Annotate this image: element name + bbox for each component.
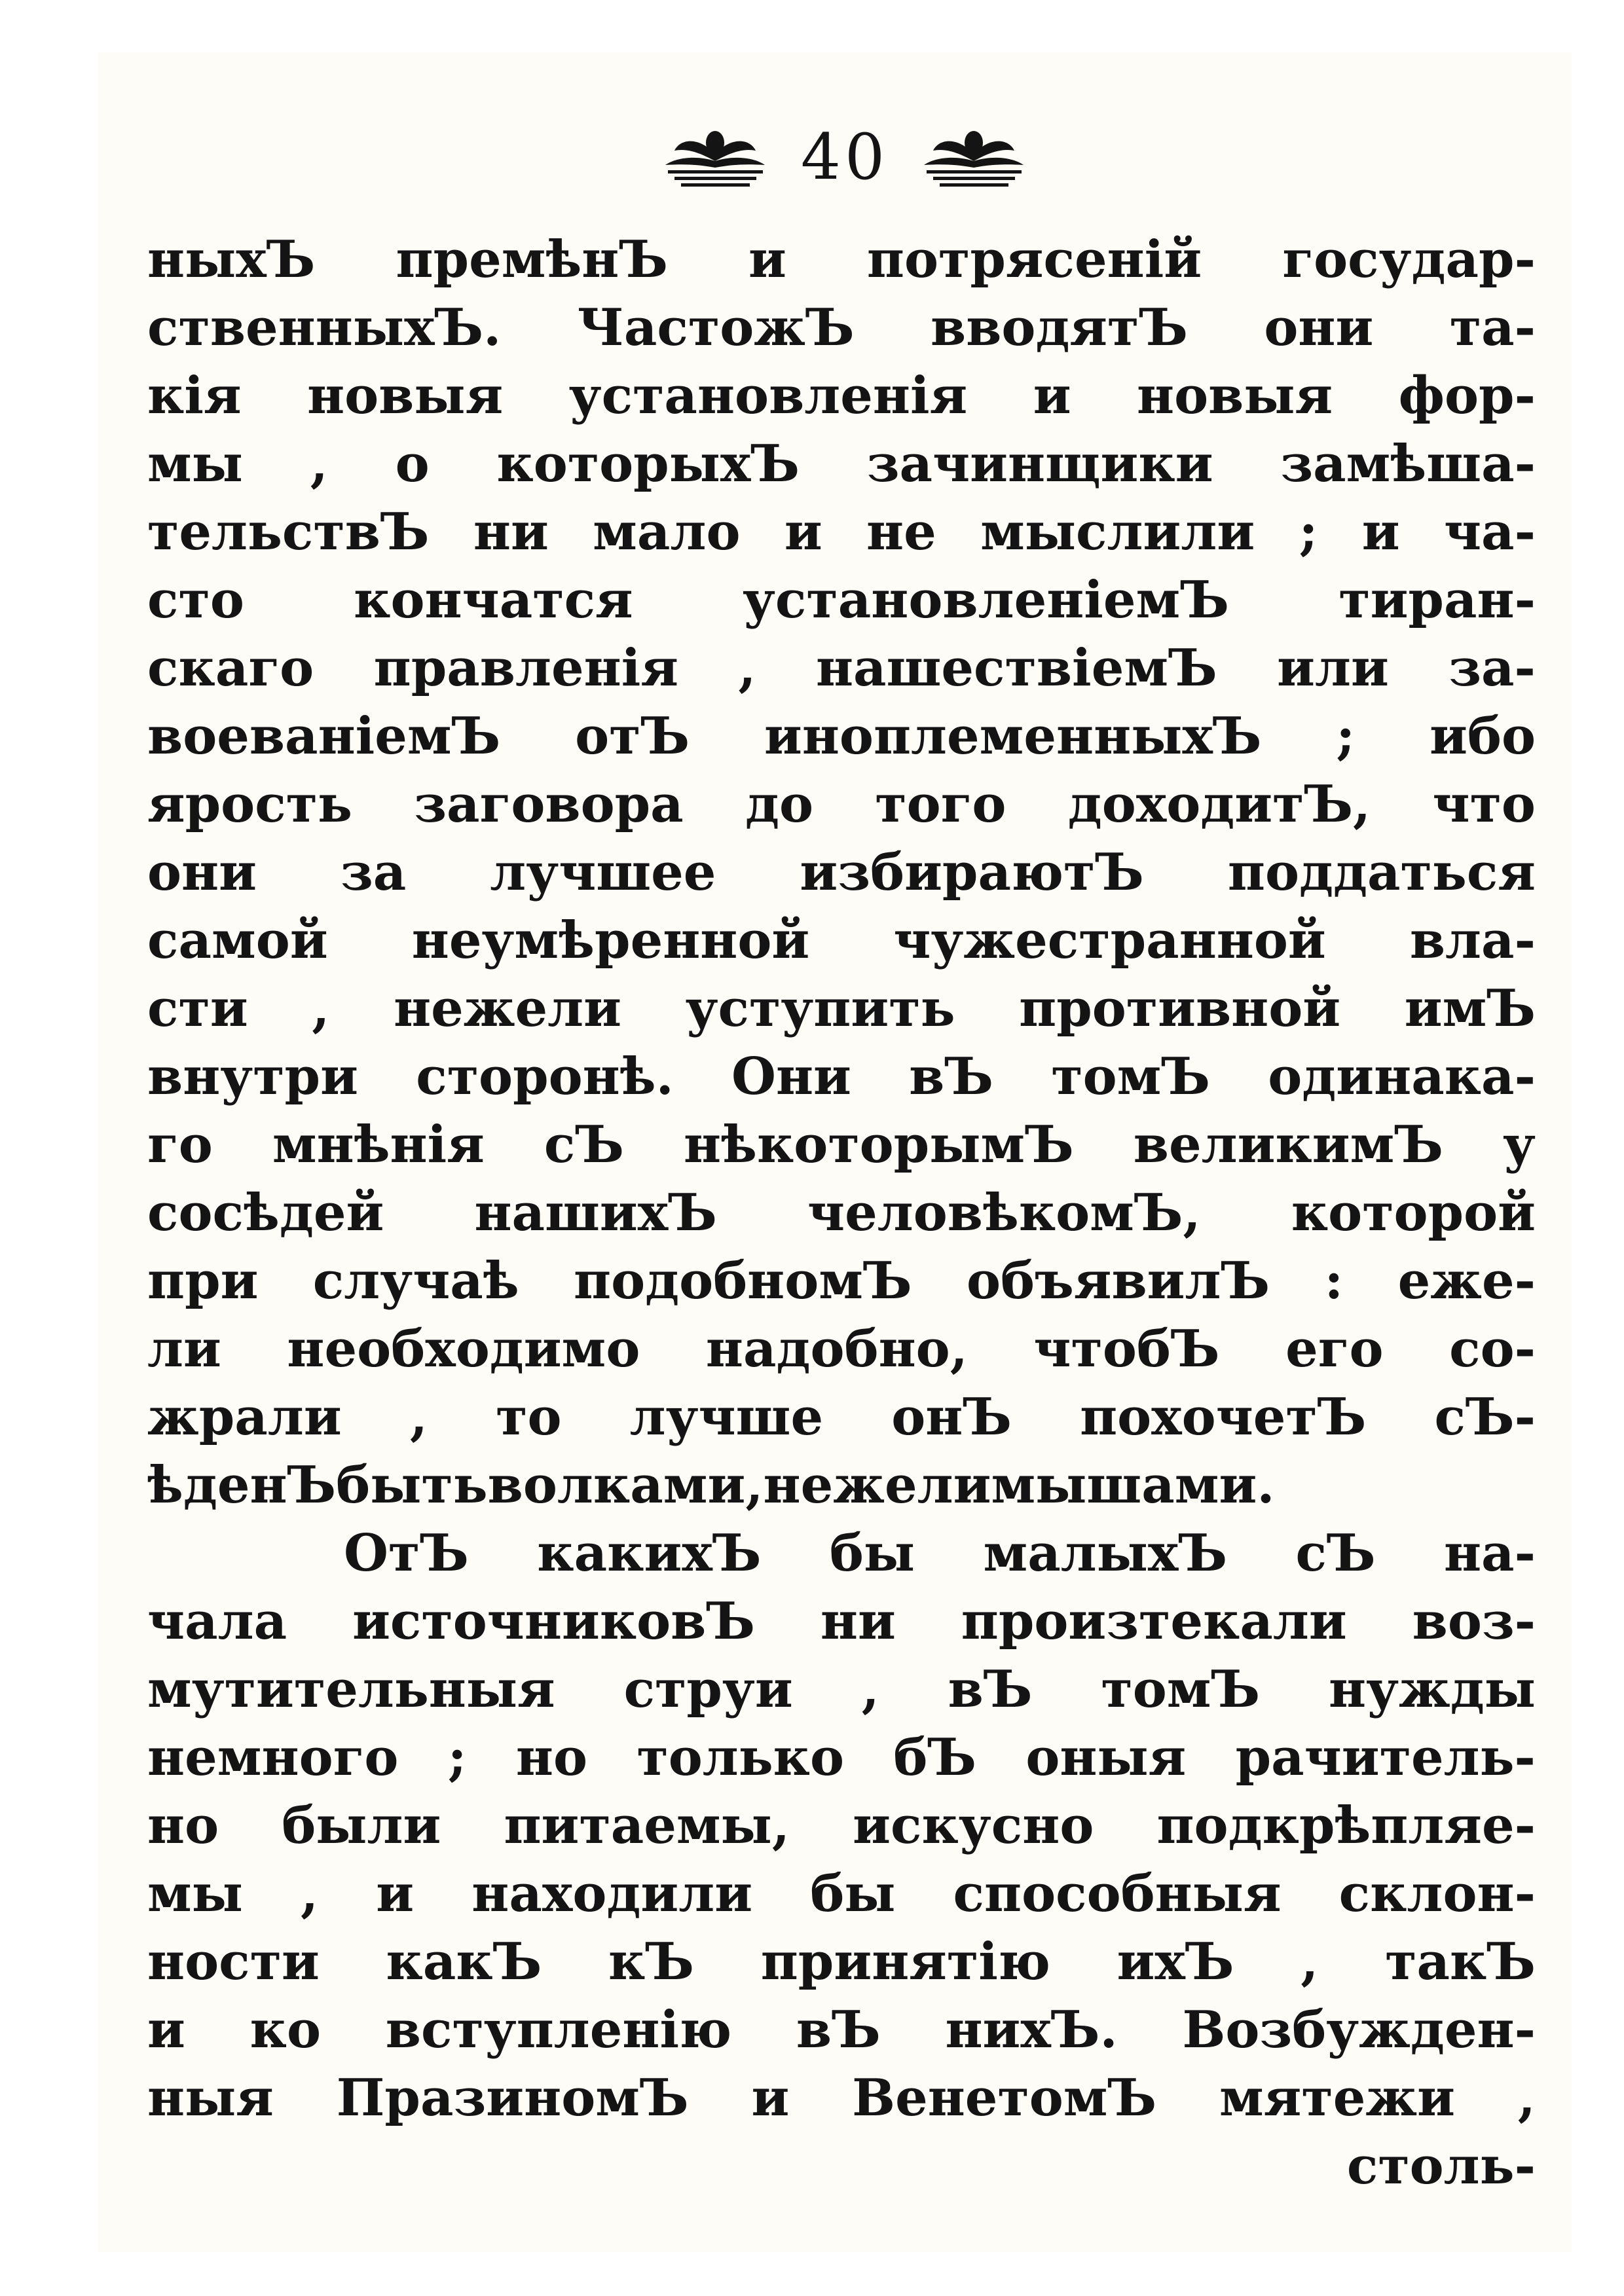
word: иноплеменныхЪ bbox=[764, 706, 1262, 766]
word: мнѣнiя bbox=[272, 1115, 485, 1175]
word: рачитель- bbox=[1235, 1728, 1536, 1787]
text-line bbox=[147, 1724, 1536, 1792]
word: установленiемЪ bbox=[742, 570, 1229, 630]
word: зачинщики bbox=[866, 434, 1213, 494]
word: неумѣренной bbox=[411, 911, 810, 970]
word: со- bbox=[1449, 1319, 1536, 1379]
word: ли bbox=[147, 1319, 221, 1379]
text-line bbox=[147, 498, 1536, 566]
word: , bbox=[1301, 1932, 1319, 1992]
word: , bbox=[310, 434, 328, 494]
word: отЪ bbox=[575, 706, 690, 766]
word: , bbox=[409, 1387, 428, 1447]
word: мыслили bbox=[980, 502, 1255, 562]
word: потрясенiй bbox=[866, 230, 1202, 289]
text-line bbox=[147, 226, 1536, 294]
word: сто bbox=[147, 570, 244, 630]
word: ѣденЪ bbox=[147, 1455, 337, 1515]
catchword: столь- bbox=[1346, 2136, 1536, 2196]
word: мы bbox=[147, 1864, 243, 1923]
text-line bbox=[147, 1928, 1536, 1996]
word: быть bbox=[336, 1455, 488, 1515]
word: ни bbox=[473, 502, 549, 562]
lotus-ornament-icon bbox=[920, 124, 1028, 190]
word: о bbox=[395, 434, 430, 494]
word: нежели bbox=[763, 1455, 991, 1515]
word: сЪ- bbox=[1434, 1387, 1536, 1447]
word: необходимо bbox=[287, 1319, 640, 1379]
word: новыя bbox=[307, 366, 504, 426]
word: то bbox=[496, 1387, 562, 1447]
word: но bbox=[515, 1728, 588, 1787]
word: ибо bbox=[1430, 706, 1536, 766]
word: они bbox=[1264, 298, 1374, 357]
word: какихЪ bbox=[537, 1523, 762, 1583]
word: ко bbox=[249, 2000, 321, 2060]
word: и bbox=[784, 502, 822, 562]
text-line bbox=[147, 839, 1536, 907]
word: премѣнЪ bbox=[396, 230, 668, 289]
text-line bbox=[147, 907, 1536, 975]
word: были bbox=[282, 1796, 441, 1855]
word: чтобЪ bbox=[1033, 1319, 1220, 1379]
word: мало bbox=[593, 502, 741, 562]
word: малыхЪ bbox=[983, 1523, 1228, 1583]
body-text bbox=[147, 226, 1536, 2200]
word: уступить bbox=[685, 979, 955, 1038]
word: ныхЪ bbox=[147, 230, 316, 289]
text-line bbox=[147, 702, 1536, 771]
word: такЪ bbox=[1385, 1932, 1536, 1992]
word: надобно, bbox=[705, 1319, 968, 1379]
word: имЪ bbox=[1404, 979, 1536, 1038]
word: внутри bbox=[147, 1047, 358, 1106]
word: или bbox=[1277, 638, 1389, 698]
word: бЪ bbox=[893, 1728, 977, 1787]
word: ча- bbox=[1443, 502, 1536, 562]
word: томЪ bbox=[1051, 1047, 1210, 1106]
text-line bbox=[147, 1792, 1536, 1860]
word: случаѣ bbox=[312, 1251, 519, 1311]
word: Они bbox=[731, 1047, 851, 1106]
word: источниковЪ bbox=[352, 1592, 755, 1651]
word: бы bbox=[810, 1864, 896, 1923]
word: поддаться bbox=[1227, 843, 1536, 902]
text-line bbox=[147, 1247, 1536, 1315]
word: воз- bbox=[1412, 1592, 1536, 1651]
word: на- bbox=[1443, 1523, 1536, 1583]
word: которой bbox=[1291, 1183, 1536, 1243]
word: нужды bbox=[1328, 1660, 1536, 1719]
word: до bbox=[745, 774, 813, 834]
word: только bbox=[637, 1728, 845, 1787]
word: нашихЪ bbox=[474, 1183, 717, 1243]
word: и bbox=[751, 2068, 790, 2128]
word: вла- bbox=[1409, 911, 1536, 970]
word: Возбужден- bbox=[1182, 2000, 1536, 2060]
word: ; bbox=[447, 1728, 467, 1787]
text-line bbox=[147, 1588, 1536, 1656]
word: подкрѣпляе- bbox=[1156, 1796, 1536, 1855]
word: ЧастожЪ bbox=[577, 298, 855, 357]
word: тельствЪ bbox=[147, 502, 430, 562]
word: вЪ bbox=[948, 1660, 1033, 1719]
word: и bbox=[376, 1864, 415, 1923]
word: его bbox=[1285, 1319, 1384, 1379]
word: объявилЪ bbox=[966, 1251, 1270, 1311]
word: томЪ bbox=[1101, 1660, 1261, 1719]
word: одинака- bbox=[1268, 1047, 1536, 1106]
word: , bbox=[738, 638, 756, 698]
word: великимЪ bbox=[1133, 1115, 1444, 1175]
word: подобномЪ bbox=[574, 1251, 912, 1311]
text-line bbox=[147, 634, 1536, 702]
word: ихЪ bbox=[1116, 1932, 1234, 1992]
word: мятежи bbox=[1219, 2068, 1455, 2128]
word: установленiя bbox=[568, 366, 968, 426]
word: сти bbox=[147, 979, 248, 1038]
word: за- bbox=[1449, 638, 1536, 698]
word: мышами. bbox=[991, 1455, 1275, 1515]
text-line bbox=[147, 430, 1536, 498]
word: струи bbox=[623, 1660, 793, 1719]
word: и bbox=[147, 2000, 185, 2060]
word: кЪ bbox=[608, 1932, 694, 1992]
word: ПразиномЪ bbox=[336, 2068, 689, 2128]
word: нихЪ. bbox=[945, 2000, 1118, 2060]
word: не bbox=[866, 502, 936, 562]
text-line bbox=[147, 1111, 1536, 1179]
word: заговора bbox=[414, 774, 684, 834]
word: и bbox=[1033, 366, 1071, 426]
word: го bbox=[147, 1115, 213, 1175]
word: склон- bbox=[1338, 1864, 1536, 1923]
word: они bbox=[147, 843, 257, 902]
word: ярость bbox=[147, 774, 352, 834]
word: новыя bbox=[1137, 366, 1333, 426]
word: сосѣдей bbox=[147, 1183, 384, 1243]
word: при bbox=[147, 1251, 259, 1311]
word: жрали bbox=[147, 1387, 342, 1447]
paragraph-end-line bbox=[147, 1451, 1536, 1520]
text-line bbox=[147, 1043, 1536, 1111]
word: та- bbox=[1449, 298, 1536, 357]
word: ОтЪ bbox=[344, 1523, 469, 1583]
word: кончатся bbox=[354, 570, 633, 630]
word: : bbox=[1324, 1251, 1344, 1311]
word: и bbox=[748, 230, 786, 289]
word: произтекали bbox=[961, 1592, 1347, 1651]
word: питаемы, bbox=[504, 1796, 790, 1855]
word: у bbox=[1503, 1115, 1536, 1175]
text-line bbox=[147, 566, 1536, 634]
word: нѣкоторымЪ bbox=[684, 1115, 1074, 1175]
word: , bbox=[312, 979, 330, 1038]
page-header bbox=[661, 108, 1028, 206]
word: , bbox=[745, 1455, 764, 1515]
text-line bbox=[147, 1996, 1536, 2064]
word: скаго bbox=[147, 638, 314, 698]
word: бы bbox=[829, 1523, 915, 1583]
word: правленiя bbox=[373, 638, 678, 698]
word: лучше bbox=[629, 1387, 824, 1447]
word: находили bbox=[471, 1864, 753, 1923]
word: еже- bbox=[1397, 1251, 1536, 1311]
word: ныя bbox=[147, 2068, 274, 2128]
text-line bbox=[147, 294, 1536, 362]
word: нашествiемЪ bbox=[815, 638, 1217, 698]
word: кiя bbox=[147, 366, 242, 426]
word: и bbox=[1361, 502, 1400, 562]
paragraph-start-line bbox=[147, 1520, 1536, 1588]
word: противной bbox=[1019, 979, 1341, 1038]
word: , bbox=[301, 1864, 319, 1923]
word: ности bbox=[147, 1932, 320, 1992]
word: тиран- bbox=[1338, 570, 1536, 630]
word: , bbox=[1517, 2068, 1536, 2128]
word: вводятЪ bbox=[931, 298, 1189, 357]
word: оныя bbox=[1025, 1728, 1187, 1787]
word: вступленiю bbox=[385, 2000, 732, 2060]
word: принятiю bbox=[760, 1932, 1050, 1992]
word: похочетЪ bbox=[1080, 1387, 1367, 1447]
page-number: 40 bbox=[800, 120, 889, 194]
text-line bbox=[147, 1860, 1536, 1928]
text-line bbox=[147, 362, 1536, 430]
word: нежели bbox=[394, 979, 622, 1038]
word: воеванiемЪ bbox=[147, 706, 501, 766]
word: ственныхЪ. bbox=[147, 298, 502, 357]
word: государ- bbox=[1282, 230, 1536, 289]
word: того bbox=[875, 774, 1006, 834]
text-line bbox=[147, 1383, 1536, 1451]
word: ; bbox=[1299, 502, 1318, 562]
word: избираютЪ bbox=[800, 843, 1144, 902]
word: онЪ bbox=[891, 1387, 1012, 1447]
word: сЪ bbox=[544, 1115, 625, 1175]
word: за bbox=[340, 843, 407, 902]
word: , bbox=[861, 1660, 879, 1719]
text-line bbox=[147, 975, 1536, 1043]
word: искусно bbox=[853, 1796, 1094, 1855]
word: сЪ bbox=[1295, 1523, 1376, 1583]
word: сторонѣ. bbox=[416, 1047, 674, 1106]
text-line bbox=[147, 1656, 1536, 1724]
word: мы bbox=[147, 434, 243, 494]
word: ни bbox=[820, 1592, 896, 1651]
word: вЪ bbox=[796, 2000, 881, 2060]
word: мутительныя bbox=[147, 1660, 555, 1719]
word: ВенетомЪ bbox=[852, 2068, 1157, 2128]
word: какЪ bbox=[386, 1932, 542, 1992]
text-line bbox=[147, 1315, 1536, 1383]
word: лучшее bbox=[490, 843, 716, 902]
word: самой bbox=[147, 911, 328, 970]
word: ; bbox=[1336, 706, 1356, 766]
word: вЪ bbox=[909, 1047, 993, 1106]
word: способныя bbox=[953, 1864, 1282, 1923]
word: чала bbox=[147, 1592, 287, 1651]
word: человѣкомЪ, bbox=[807, 1183, 1201, 1243]
word: замѣша- bbox=[1280, 434, 1536, 494]
text-line bbox=[147, 1179, 1536, 1247]
word: чужестранной bbox=[893, 911, 1326, 970]
text-line bbox=[147, 771, 1536, 839]
word: доходитЪ, bbox=[1067, 774, 1371, 834]
word: немного bbox=[147, 1728, 399, 1787]
word: которыхЪ bbox=[496, 434, 800, 494]
text-line bbox=[147, 2064, 1536, 2132]
word: но bbox=[147, 1796, 219, 1855]
word: волками bbox=[487, 1455, 746, 1515]
word: что bbox=[1432, 774, 1536, 834]
word: фор- bbox=[1398, 366, 1536, 426]
lotus-ornament-icon bbox=[661, 124, 769, 190]
